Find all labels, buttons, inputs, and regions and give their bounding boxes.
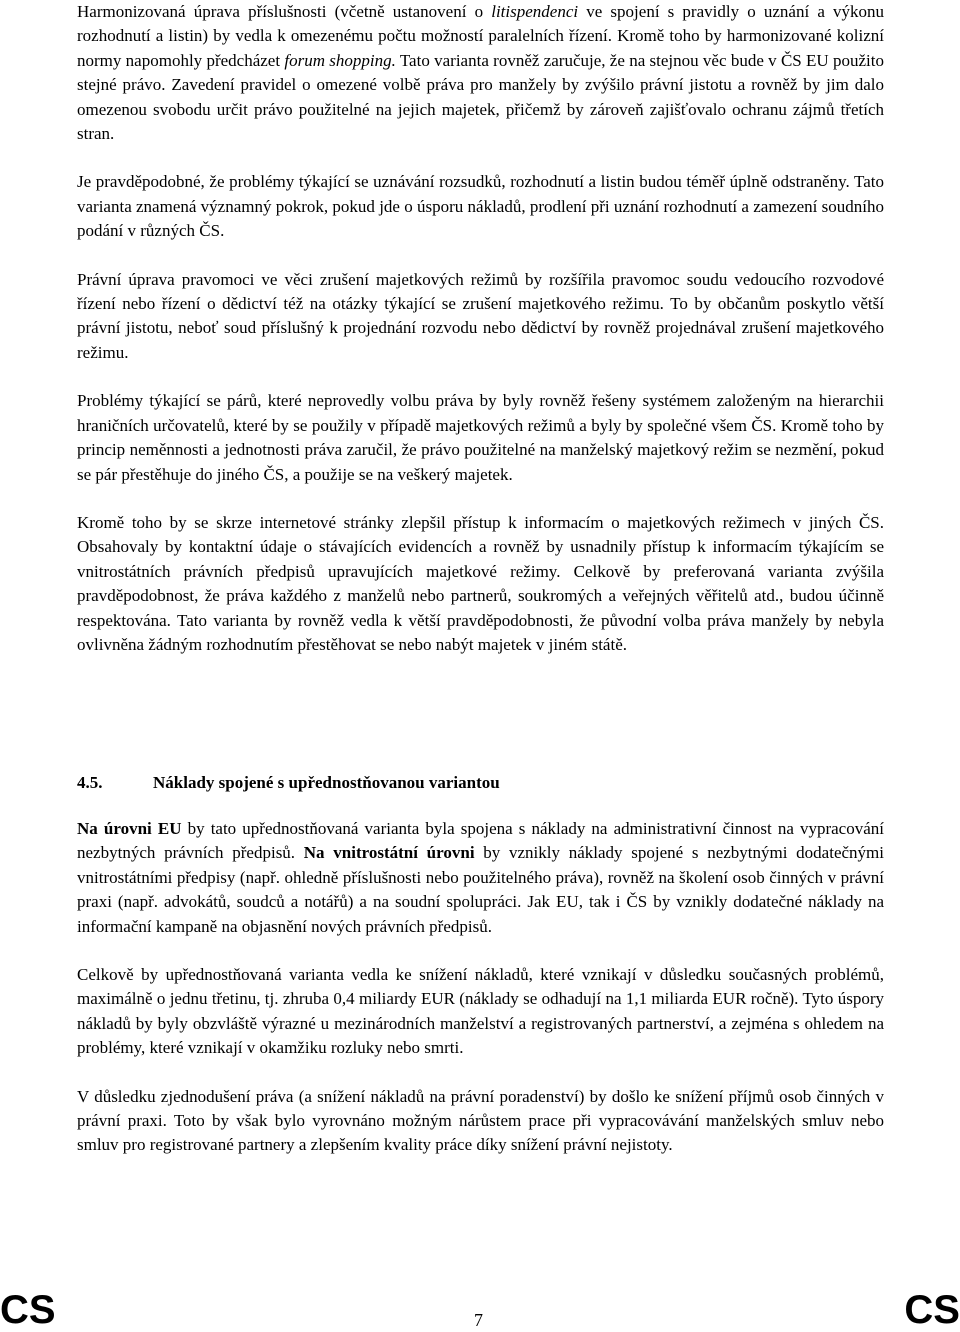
paragraph — [77, 817, 884, 939]
footer-language-code-left: CS — [0, 1288, 56, 1332]
text-segment: Je pravděpodobné, že problémy týkající se uznávání rozsudků, rozhodnutí a listin budou téměř úplně odstraněny. Tato varianta znamená významný pokrok, pokud jde o úsporu nákladů, prodlení při uznání rozhodnutí a zamezení soudního podání v různých ČS. — [77, 172, 884, 241]
body-text-top — [77, 0, 884, 657]
bold-text: Na úrovni EU — [77, 819, 182, 838]
text-segment: Celkově by upřednostňovaná varianta vedla ke snížení nákladů, které vznikají v důsledku současných problémů, maximálně o jednu třetinu, tj. zhruba 0,4 miliardy EUR (náklady se odhadují na 1,1 miliarda EUR ročně). Tyto úspory nákladů by byly obzvláště výrazné u mezinárodních manželství a registrovaných partnerství, a zejména s ohledem na problémy, které vznikají v okamžiku rozluky nebo smrti. — [77, 965, 884, 1058]
text-segment: ve spojení s pravidly o uznání a výkonu rozhodnutí a listin) by vedla k omezenému počtu možností paralelních řízení. Kromě toho by harmonizované kolizní normy napomohly předcházet — [77, 2, 884, 70]
document-page — [77, 0, 884, 657]
paragraph — [77, 170, 884, 243]
text-segment: Právní úprava pravomoci ve věci zrušení majetkových režimů by rozšířila pravomoc soudu vedoucího rozvodové řízení nebo řízení o dědictví též na otázky týkající se zrušení majetkového režimu. To by občanům poskytlo větší právní jistotu, neboť soud příslušný k projednání rozvodu nebo dědictví by rovněž projednával zrušení majetkového režimu. — [77, 269, 884, 362]
section-heading — [77, 773, 500, 793]
text-segment: by tato upřednostňovaná varianta byla spojena s náklady na administrativní činnost na vypracování nezbytných právních předpisů. — [77, 819, 885, 863]
section-title: Náklady spojené s upřednostňovanou variantou — [153, 773, 500, 792]
paragraph — [77, 1085, 884, 1158]
text-segment: V důsledku zjednodušení práva (a snížení nákladů na právní poradenství) by došlo ke snížení příjmů osob činných v právní praxi. Toto by však bylo vyrovnáno možným nárůstem prace při vypracovávání manželských smluv nebo smluv pro registrované partnery a zlepšením kvality práce díky snížení právní nejistoty. — [77, 1086, 884, 1155]
paragraph — [77, 389, 884, 487]
paragraph — [77, 0, 884, 146]
text-segment: by vznikly náklady spojené s nezbytnými dodatečnými vnitrostátními předpisy (např. ohledně příslušnosti nebo použitelného práva), rovněž na školení osob činných v právní praxi (např. advokátů, soudců a notářů) a na soudní spolupráci. Jak EU, tak i ČS by vznikly dodatečné náklady na informační kampaně na objasnění nových právních předpisů. — [77, 843, 884, 936]
footer-language-code-right: CS — [904, 1288, 960, 1332]
body-text-bottom — [77, 817, 884, 1158]
section-number: 4.5. — [77, 773, 103, 792]
paragraph — [77, 963, 884, 1061]
text-segment: Tato varianta rovněž zaručuje, že na stejnou věc bude v ČS EU použito stejné právo. Zavedení pravidel o omezené volbě práva pro manžely by zvýšilo právní jistotu a rovněž by jim dalo omezenou svobodu určit právo použitelné na jejich majetek, přičemž by zároveň zajišťovalo ochranu zájmů třetích stran. — [77, 50, 884, 144]
text-segment: Kromě toho by se skrze internetové stránky zlepšil přístup k informacím o majetkových režimech v jiných ČS. Obsahovaly by kontaktní údaje o stávajících evidencích a rovněž by usnadnily přístup k informacím týkajícím se vnitrostátních právních předpisů upravujících majetkové režimy. Celkově by preferovaná varianta zvýšila pravděpodobnost, že práva každého z manželů nebo partnerů, soukromých a veřejných věřitelů atd., budou účinně respektována. Tato varianta by rovněž vedla k větší pravděpodobnosti, že původní volba práva manžely by nebyla ovlivněna žádným rozhodnutím přestěhovat se nebo nabýt majetek v jiném státě. — [77, 512, 884, 654]
italic-text: litispendenci — [491, 2, 579, 21]
paragraph — [77, 511, 884, 657]
text-segment: Problémy týkající se párů, které neprovedly volbu práva by byly rovněž řešeny systémem založeným na hierarchii hraničních určovatelů, které by se použily v případě majetkových režimů a byly by společné všem ČS. Kromě toho by princip neměnnosti a jednotnosti práva zaručil, že právo použitelné na manželský majetkový režim se nezmění, pokud se pár přestěhuje do jiného ČS, a použije se na veškerý majetek. — [77, 391, 884, 484]
paragraph — [77, 268, 884, 366]
italic-text: forum shopping. — [284, 50, 396, 70]
page-number: 7 — [474, 1310, 483, 1330]
text-segment: Harmonizovaná úprava příslušnosti (včetně ustanovení o — [77, 2, 492, 21]
bold-text: Na vnitrostátní úrovni — [303, 843, 475, 863]
